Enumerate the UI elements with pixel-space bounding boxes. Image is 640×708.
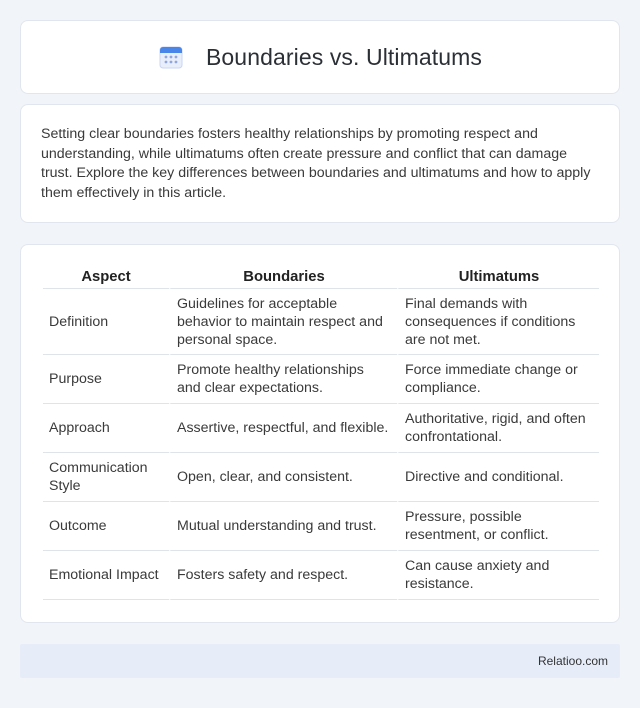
cell-aspect: Communication Style <box>43 453 169 502</box>
calendar-icon <box>158 44 184 70</box>
comparison-table <box>43 263 599 600</box>
table-header-row <box>43 263 599 289</box>
footer-bar <box>20 644 620 678</box>
cell-boundaries: Mutual understanding and trust. <box>169 502 397 551</box>
cell-aspect: Outcome <box>43 502 169 551</box>
table-row <box>43 355 599 404</box>
column-header-boundaries: Boundaries <box>169 263 397 289</box>
cell-ultimatums: Directive and conditional. <box>397 453 599 502</box>
cell-aspect: Approach <box>43 404 169 453</box>
cell-ultimatums: Final demands with consequences if conditions are not met. <box>397 289 599 355</box>
table-row <box>43 502 599 551</box>
cell-aspect: Purpose <box>43 355 169 404</box>
title-row <box>158 44 482 71</box>
table-row <box>43 551 599 600</box>
intro-card <box>20 104 620 223</box>
table-row <box>43 404 599 453</box>
column-header-ultimatums: Ultimatums <box>397 263 599 289</box>
title-card <box>20 20 620 94</box>
cell-boundaries: Fosters safety and respect. <box>169 551 397 600</box>
column-header-aspect: Aspect <box>43 263 169 289</box>
page-title: Boundaries vs. Ultimatums <box>205 43 483 70</box>
cell-aspect: Definition <box>43 289 169 355</box>
cell-boundaries: Guidelines for acceptable behavior to maintain respect and personal space. <box>169 289 397 355</box>
cell-ultimatums: Force immediate change or compliance. <box>397 355 599 404</box>
table-row <box>43 453 599 502</box>
comparison-table-card <box>20 244 620 623</box>
table-row <box>43 289 599 355</box>
cell-boundaries: Assertive, respectful, and flexible. <box>169 404 397 453</box>
footer-site-name: Relatioo.com <box>537 654 608 668</box>
cell-ultimatums: Authoritative, rigid, and often confrontational. <box>397 404 599 453</box>
cell-boundaries: Open, clear, and consistent. <box>169 453 397 502</box>
cell-ultimatums: Can cause anxiety and resistance. <box>397 551 599 600</box>
cell-aspect: Emotional Impact <box>43 551 169 600</box>
cell-boundaries: Promote healthy relationships and clear expectations. <box>169 355 397 404</box>
cell-ultimatums: Pressure, possible resentment, or conflict. <box>397 502 599 551</box>
intro-paragraph: Setting clear boundaries fosters healthy relationships by promoting respect and understanding, while ultimatums often create pressure and conflict that can damage trust. Explore the key differences between boundaries and ultimatums and how to apply them effectively in this article. <box>41 126 591 201</box>
